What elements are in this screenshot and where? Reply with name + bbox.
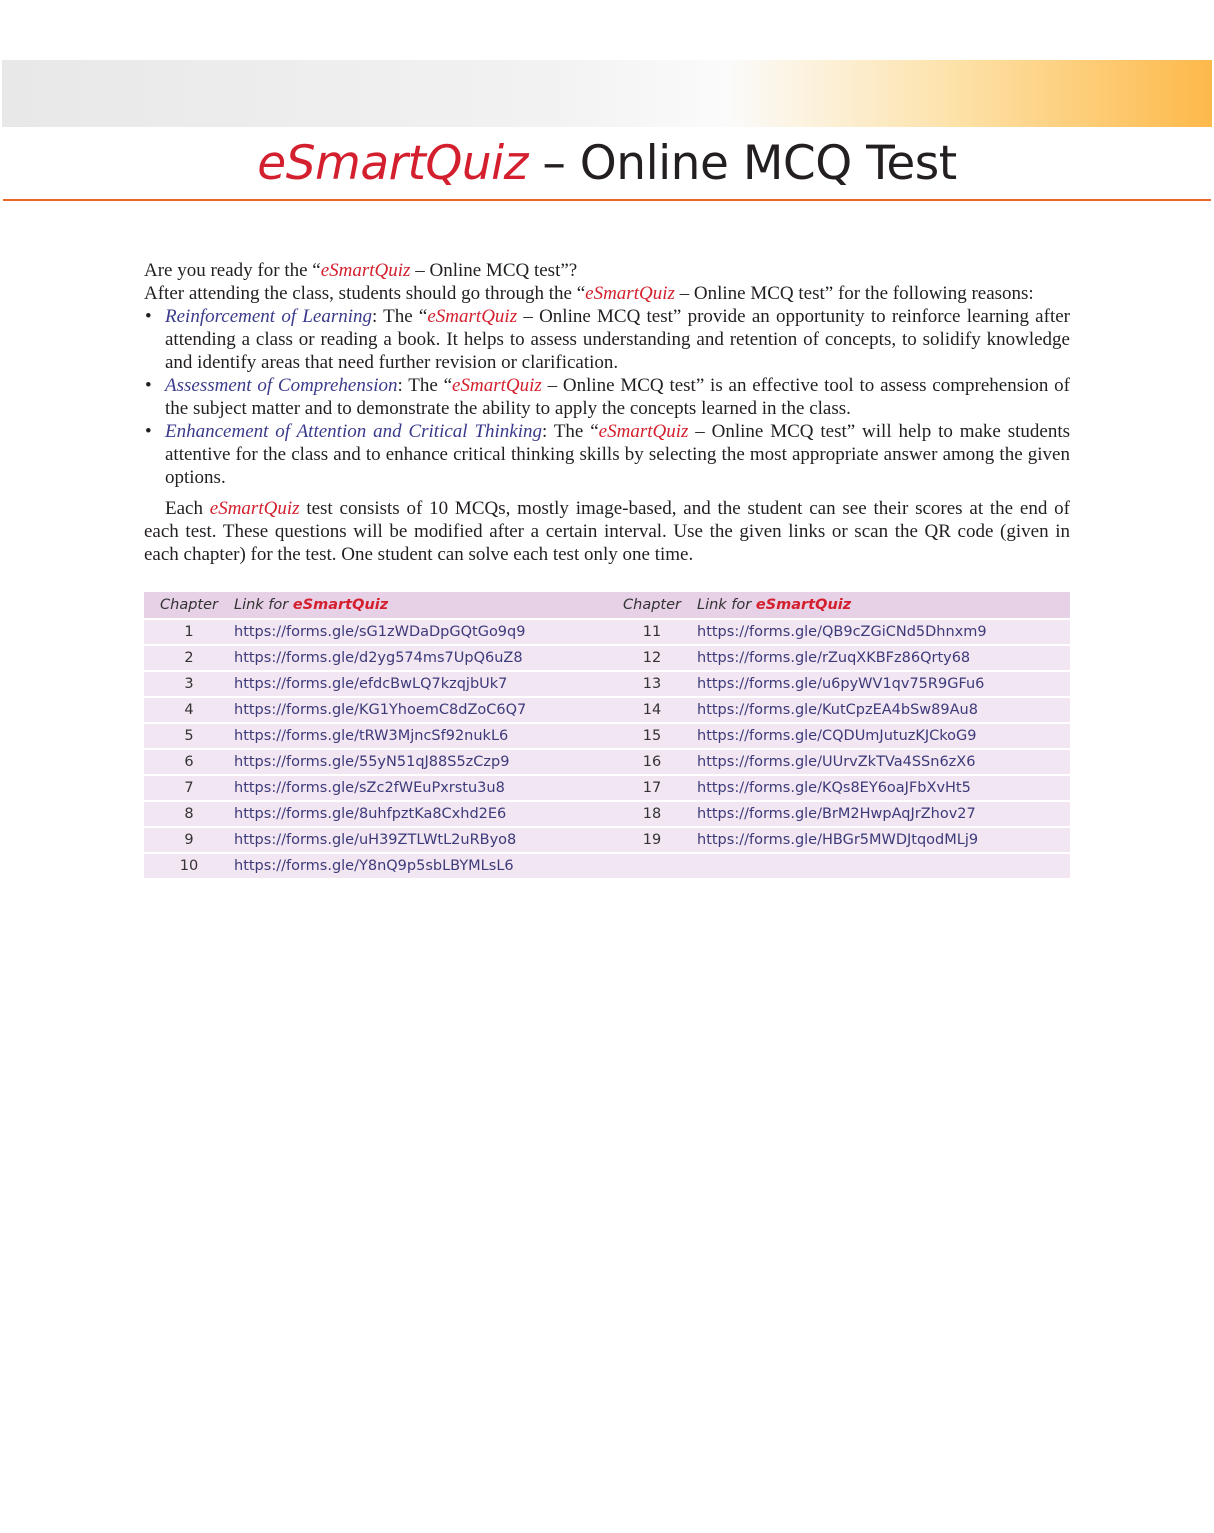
table-row — [144, 801, 1070, 827]
quiz-link[interactable]: https://forms.gle/UUrvZkTVa4SSn6zX6 — [697, 749, 1070, 775]
text: Link for — [697, 597, 756, 613]
text: : The “ — [397, 375, 453, 396]
quiz-link[interactable]: https://forms.gle/KQs8EY6oaJFbXvHt5 — [697, 775, 1070, 801]
reason-item — [165, 420, 1070, 489]
chapter-number: 10 — [144, 853, 234, 878]
closing-paragraph — [144, 497, 1070, 566]
header-link — [697, 592, 1070, 619]
reason-item — [165, 305, 1070, 374]
reason-item — [165, 374, 1070, 420]
header-chapter: Chapter — [144, 592, 234, 619]
quiz-link[interactable]: https://forms.gle/tRW3MjncSf92nukL6 — [234, 723, 607, 749]
chapter-number: 14 — [607, 697, 697, 723]
quiz-link[interactable]: https://forms.gle/sZc2fWEuPxrstu3u8 — [234, 775, 607, 801]
empty-cell — [607, 853, 697, 878]
header-band — [2, 60, 1212, 127]
chapter-number: 18 — [607, 801, 697, 827]
page-title — [0, 136, 1214, 191]
brand-text: eSmartQuiz — [320, 260, 411, 281]
text: Each — [165, 498, 210, 519]
brand-text: eSmartQuiz — [598, 421, 689, 442]
brand-text: eSmartQuiz — [452, 375, 542, 396]
text: test consists of 10 MCQs, mostly image-based, and the student can see their scores at the end of each test. These questions will be modified after a certain interval. Use the given links or scan the QR code (given in each chapter) for the test. One student can solve each test only one time. — [144, 498, 1070, 565]
title-rest: – Online MCQ Test — [527, 136, 957, 191]
text: – Online MCQ test” will help to make students attentive for the class and to enhance critical thinking skills by selecting the most appropriate answer among the given options. — [165, 421, 1071, 488]
chapter-number: 9 — [144, 827, 234, 853]
quiz-link[interactable]: https://forms.gle/rZuqXKBFz86Qrty68 — [697, 645, 1070, 671]
text: : The “ — [372, 306, 428, 327]
text: – Online MCQ test” for the following reasons: — [674, 283, 1034, 304]
chapter-number: 15 — [607, 723, 697, 749]
table-row — [144, 671, 1070, 697]
chapter-number: 6 — [144, 749, 234, 775]
brand-text: eSmartQuiz — [585, 283, 675, 304]
quiz-links-table — [144, 592, 1070, 878]
table-row — [144, 619, 1070, 645]
quiz-link[interactable]: https://forms.gle/CQDUmJutuzKJCkoG9 — [697, 723, 1070, 749]
quiz-link[interactable]: https://forms.gle/8uhfpztKa8Cxhd2E6 — [234, 801, 607, 827]
quiz-link[interactable]: https://forms.gle/KG1YhoemC8dZoC6Q7 — [234, 697, 607, 723]
chapter-number: 5 — [144, 723, 234, 749]
text: – Online MCQ test”? — [410, 260, 578, 281]
quiz-link[interactable]: https://forms.gle/BrM2HwpAqJrZhov27 — [697, 801, 1070, 827]
table-row — [144, 827, 1070, 853]
title-brand: eSmartQuiz — [257, 136, 528, 191]
text: – Online MCQ test” is an effective tool to assess comprehension of the subject matter and to demonstrate the ability to apply the concepts learned in the class. — [165, 375, 1070, 419]
chapter-number: 12 — [607, 645, 697, 671]
intro-text — [144, 259, 1070, 566]
quiz-link[interactable]: https://forms.gle/sG1zWDaDpGQtGo9q9 — [234, 619, 607, 645]
chapter-number: 11 — [607, 619, 697, 645]
reason-heading: Reinforcement of Learning — [165, 306, 372, 327]
header-chapter: Chapter — [607, 592, 697, 619]
quiz-link[interactable]: https://forms.gle/u6pyWV1qv75R9GFu6 — [697, 671, 1070, 697]
text: Link for — [234, 597, 293, 613]
chapter-number: 2 — [144, 645, 234, 671]
quiz-link[interactable]: https://forms.gle/Y8nQ9p5sbLBYMLsL6 — [234, 853, 607, 878]
text: Are you ready for the “ — [144, 260, 321, 281]
quiz-link[interactable]: https://forms.gle/KutCpzEA4bSw89Au8 — [697, 697, 1070, 723]
header-link — [234, 592, 607, 619]
table-row — [144, 749, 1070, 775]
chapter-number: 13 — [607, 671, 697, 697]
text: : The “ — [542, 421, 599, 442]
chapter-number: 8 — [144, 801, 234, 827]
intro-paragraph — [144, 282, 1070, 305]
reason-heading: Assessment of Comprehension — [165, 375, 398, 396]
chapter-number: 4 — [144, 697, 234, 723]
quiz-link[interactable]: https://forms.gle/HBGr5MWDJtqodMLj9 — [697, 827, 1070, 853]
reason-heading: Enhancement of Attention and Critical Thinking — [165, 421, 543, 442]
table-row — [144, 853, 1070, 878]
intro-question — [144, 259, 1070, 282]
table-row — [144, 645, 1070, 671]
quiz-link[interactable]: https://forms.gle/d2yg574ms7UpQ6uZ8 — [234, 645, 607, 671]
title-divider — [3, 199, 1211, 201]
quiz-link[interactable]: https://forms.gle/55yN51qJ88S5zCzp9 — [234, 749, 607, 775]
empty-cell — [697, 853, 1070, 878]
chapter-number: 7 — [144, 775, 234, 801]
reasons-list — [144, 305, 1070, 489]
chapter-number: 3 — [144, 671, 234, 697]
text: – Online MCQ test” provide an opportunity to reinforce learning after attending a class or reading a book. It helps to assess understanding and retention of concepts, to solidify knowledge and identify areas that need further revision or clarification. — [165, 306, 1070, 373]
quiz-link[interactable]: https://forms.gle/efdcBwLQ7kzqjbUk7 — [234, 671, 607, 697]
brand-text: eSmartQuiz — [292, 597, 389, 613]
quiz-link[interactable]: https://forms.gle/uH39ZTLWtL2uRByo8 — [234, 827, 607, 853]
quiz-link[interactable]: https://forms.gle/QB9cZGiCNd5Dhnxm9 — [697, 619, 1070, 645]
chapter-number: 19 — [607, 827, 697, 853]
brand-text: eSmartQuiz — [209, 498, 300, 519]
table-header — [144, 592, 1070, 619]
chapter-number: 16 — [607, 749, 697, 775]
table-row — [144, 775, 1070, 801]
chapter-number: 17 — [607, 775, 697, 801]
brand-text: eSmartQuiz — [427, 306, 518, 327]
table-row — [144, 723, 1070, 749]
brand-text: eSmartQuiz — [755, 597, 852, 613]
chapter-number: 1 — [144, 619, 234, 645]
text: After attending the class, students should go through the “ — [144, 283, 586, 304]
table-row — [144, 697, 1070, 723]
